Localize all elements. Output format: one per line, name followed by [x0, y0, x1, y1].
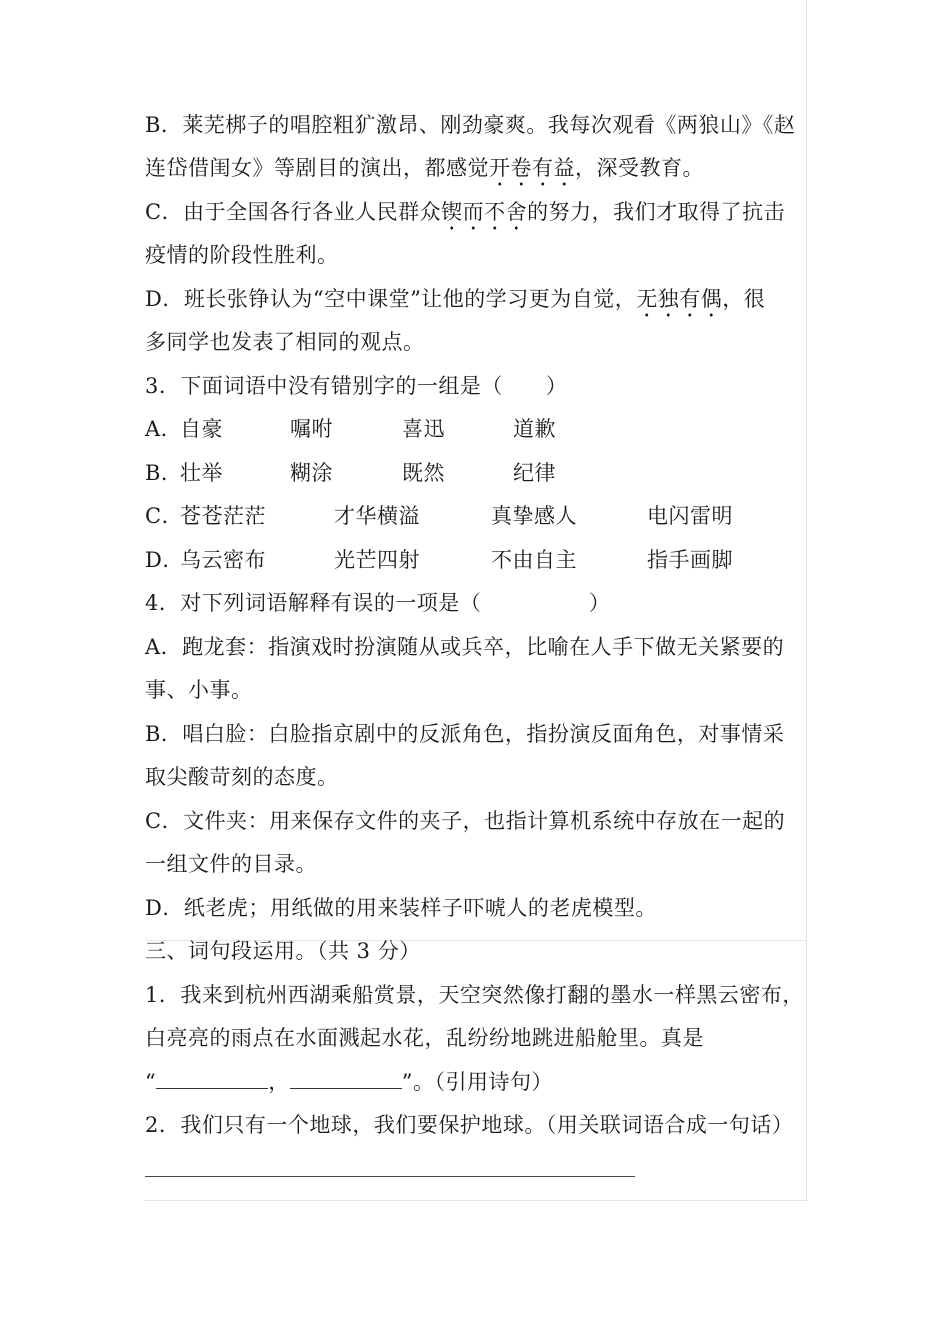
q2-option-d-line1: [145, 284, 765, 314]
s3-q1-line3: [145, 1067, 553, 1097]
option-label: B．: [145, 461, 183, 485]
q3-option-a: [145, 414, 785, 444]
word-item: 糊涂: [290, 461, 333, 485]
word-item: 才华横溢: [334, 504, 420, 528]
q4-option-b-line2: 取尖酸苛刻的态度。: [145, 765, 339, 789]
word-item: 电闪雷明: [647, 504, 733, 528]
s3-q1-line1: 1．我来到杭州西湖乘船赏景，天空突然像打翻的墨水一样黑云密布，: [145, 983, 804, 1007]
word-item: 喜迅: [402, 417, 445, 441]
q2-option-c-text: C．由于全国各行各业人民群众: [145, 200, 442, 224]
q2-option-c-text-end: 的努力，我们才取得了抗击: [527, 200, 786, 224]
q4-option-b-line1: B．唱白脸：白脸指京剧中的反派角色，指扮演反面角色，对事情采: [145, 722, 785, 746]
q4-option-c-line1: C．文件夹：用来保存文件的夹子，也指计算机系统中存放在一起的: [145, 809, 786, 833]
word-item: 既然: [402, 461, 445, 485]
option-label: A．: [145, 417, 183, 441]
q4-option-a-line2: 事、小事。: [145, 678, 253, 702]
q2-option-d-text-end: ，很: [722, 287, 766, 311]
q2-option-b-line2: [145, 153, 704, 183]
poem-blank-2[interactable]: [290, 1070, 402, 1089]
q2-option-d-text: D．班长张铮认为“空中课堂”让他的学习更为自觉，: [145, 287, 637, 311]
word-item: 真挚感人: [491, 504, 577, 528]
word-item: 不由自主: [491, 548, 577, 572]
q4-stem: 4．对下列词语解释有误的一项是（ ）: [145, 591, 611, 615]
word-item: 道歉: [513, 417, 556, 441]
q2-option-b-text-end: ，深受教育。: [575, 156, 704, 180]
page-frame-bottom: [145, 1200, 807, 1201]
word-item: 光芒四射: [334, 548, 420, 572]
s3-q2-line1: 2．我们只有一个地球，我们要保护地球。（用关联词语合成一句话）: [145, 1113, 794, 1137]
q3-stem: 3．下面词语中没有错别字的一组是（ ）: [145, 374, 568, 398]
section-3-heading: 三、词句段运用。（共 3 分）: [145, 939, 421, 963]
word-item: 自豪: [180, 417, 223, 441]
close-quote-instruction: ”。（引用诗句）: [401, 1070, 553, 1094]
option-label: D．: [145, 548, 184, 572]
q2-option-d-dotted-idiom: 无独有偶: [636, 284, 722, 314]
q2-option-b-dotted-idiom: 开卷有益: [489, 153, 575, 183]
open-quote: “: [145, 1070, 157, 1094]
word-item: 壮举: [180, 461, 223, 485]
q3-option-b: [145, 458, 785, 488]
q4-option-d-line1: D．纸老虎；用纸做的用来装样子吓唬人的老虎模型。: [145, 896, 657, 920]
word-item: 嘱咐: [290, 417, 333, 441]
q2-option-b-line1: B．莱芜梆子的唱腔粗犷激昂、刚劲豪爽。我每次观看《两狼山》《赵: [145, 113, 796, 137]
q4-option-a-line1: A．跑龙套：指演戏时扮演随从或兵卒，比喻在人手下做无关紧要的: [145, 635, 785, 659]
q2-option-d-line2: 多同学也发表了相同的观点。: [145, 330, 425, 354]
word-item: 乌云密布: [180, 548, 266, 572]
s3-q1-line2: 白亮亮的雨点在水面溅起水花，乱纷纷地跳进船舱里。真是: [145, 1026, 704, 1050]
poem-blank-1[interactable]: [156, 1070, 268, 1089]
option-label: C．: [145, 504, 184, 528]
page-frame-right: [806, 0, 807, 1200]
word-item: 纪律: [513, 461, 556, 485]
comma: ，: [268, 1070, 290, 1094]
q4-option-c-line2: 一组文件的目录。: [145, 852, 317, 876]
answer-line[interactable]: [145, 1176, 635, 1177]
q3-option-c: [145, 501, 785, 531]
word-item: 指手画脚: [647, 548, 733, 572]
q2-option-c-dotted-idiom: 锲而不舍: [441, 197, 527, 227]
q3-option-d: [145, 545, 785, 575]
q2-option-c-line2: 疫情的阶段性胜利。: [145, 243, 339, 267]
word-item: 苍苍茫茫: [180, 504, 266, 528]
q2-option-c-line1: [145, 197, 785, 227]
q2-option-b-text: 连岱借闺女》等剧目的演出，都感觉: [145, 156, 489, 180]
